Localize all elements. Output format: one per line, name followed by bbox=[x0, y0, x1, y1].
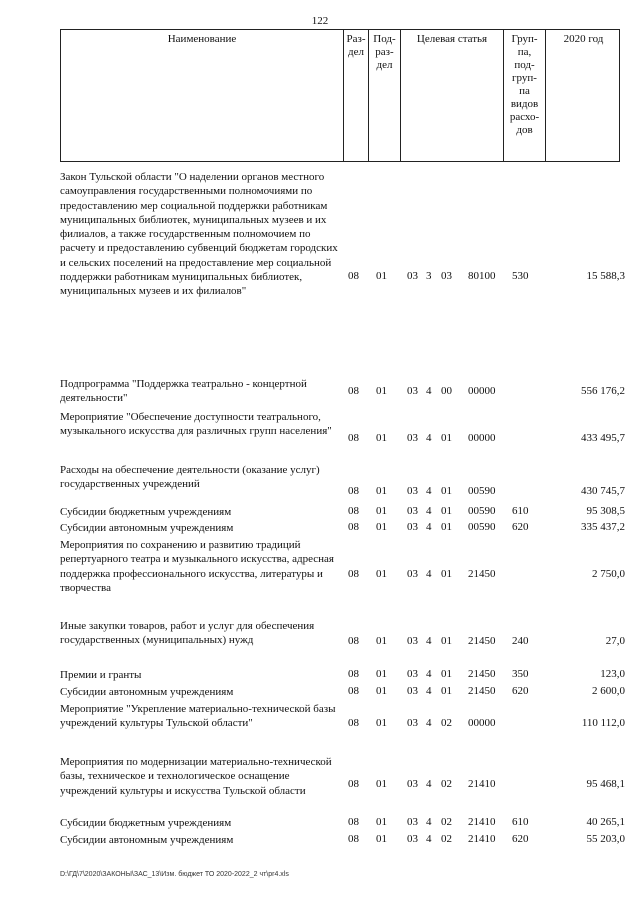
table-header bbox=[60, 29, 620, 162]
cell-c: 01 bbox=[441, 685, 452, 697]
cell-sum: 110 112,0 bbox=[581, 717, 625, 729]
cell-a: 03 bbox=[407, 505, 418, 517]
cell-c: 01 bbox=[441, 668, 452, 680]
table-row bbox=[60, 538, 625, 595]
cell-a: 03 bbox=[407, 816, 418, 828]
cell-c: 01 bbox=[441, 521, 452, 533]
cell-grp: 530 bbox=[512, 270, 529, 282]
table-row bbox=[60, 816, 625, 830]
cell-b: 4 bbox=[426, 717, 432, 729]
cell-razd: 08 bbox=[348, 270, 359, 282]
cell-pod: 01 bbox=[376, 432, 387, 444]
cell-sum: 15 588,3 bbox=[586, 270, 625, 282]
cell-pod: 01 bbox=[376, 668, 387, 680]
cell-d: 80100 bbox=[468, 270, 496, 282]
cell-pod: 01 bbox=[376, 778, 387, 790]
cell-b: 4 bbox=[426, 505, 432, 517]
cell-razd: 08 bbox=[348, 485, 359, 497]
cell-razd: 08 bbox=[348, 685, 359, 697]
cell-pod: 01 bbox=[376, 816, 387, 828]
cell-a: 03 bbox=[407, 668, 418, 680]
cell-razd: 08 bbox=[348, 778, 359, 790]
cell-d: 21450 bbox=[468, 685, 496, 697]
row-name: Мероприятие "Обеспечение доступности театрального, музыкального искусства для различных групп населения" bbox=[60, 411, 332, 438]
cell-grp: 620 bbox=[512, 521, 529, 533]
cell-pod: 01 bbox=[376, 485, 387, 497]
table-row bbox=[60, 377, 625, 406]
cell-b: 4 bbox=[426, 568, 432, 580]
cell-sum: 433 495,7 bbox=[581, 432, 625, 444]
cell-b: 4 bbox=[426, 778, 432, 790]
header-year: 2020 год bbox=[545, 30, 621, 161]
cell-sum: 95 308,5 bbox=[586, 505, 625, 517]
cell-a: 03 bbox=[407, 635, 418, 647]
cell-d: 00590 bbox=[468, 505, 496, 517]
cell-c: 00 bbox=[441, 385, 452, 397]
cell-sum: 123,0 bbox=[600, 668, 625, 680]
cell-sum: 55 203,0 bbox=[586, 833, 625, 845]
header-group: Груп- па, под- груп- па видов расхо- дов bbox=[503, 30, 545, 161]
cell-c: 01 bbox=[441, 568, 452, 580]
cell-sum: 430 745,7 bbox=[581, 485, 625, 497]
cell-sum: 40 265,1 bbox=[586, 816, 625, 828]
table-row bbox=[60, 410, 625, 444]
cell-b: 4 bbox=[426, 385, 432, 397]
table-row bbox=[60, 463, 625, 497]
cell-a: 03 bbox=[407, 568, 418, 580]
row-name: Мероприятия по модернизации материально-технической базы, техническое и технологическое оснащение учреждений культуры и искусства Тульской области bbox=[60, 756, 332, 797]
cell-c: 01 bbox=[441, 505, 452, 517]
cell-razd: 08 bbox=[348, 385, 359, 397]
table-row bbox=[60, 619, 625, 648]
cell-pod: 01 bbox=[376, 685, 387, 697]
cell-b: 4 bbox=[426, 521, 432, 533]
cell-a: 03 bbox=[407, 833, 418, 845]
row-name: Подпрограмма "Поддержка театрально - концертной деятельности" bbox=[60, 378, 307, 405]
row-name: Субсидии автономным учреждениям bbox=[60, 834, 234, 846]
cell-b: 4 bbox=[426, 816, 432, 828]
cell-a: 03 bbox=[407, 270, 418, 282]
row-name: Закон Тульской области "О наделении органов местного самоуправления государственными полномочиями по предоставлению мер социальной поддержки работникам муниципальных библиотек, муниципальных музеев и их филиалов, а также государственным полномочием по расчету и предоставлению субвенций бюджетам городских и сельских поселений на предоставление мер социальной поддержки работникам муниципальных библиотек, муниципальных музеев и их филиалов" bbox=[60, 171, 338, 298]
cell-pod: 01 bbox=[376, 717, 387, 729]
table-row bbox=[60, 702, 625, 731]
cell-c: 02 bbox=[441, 778, 452, 790]
table-row bbox=[60, 505, 625, 519]
cell-c: 02 bbox=[441, 717, 452, 729]
cell-b: 4 bbox=[426, 833, 432, 845]
file-path-footer: D:\ГД\7\2020\ЗАКОНЫ\ЗАС_13\Изм. бюджет ТО 2020-2022_2 чт\pr4.xls bbox=[60, 871, 289, 878]
page-number: 122 bbox=[311, 15, 329, 27]
table-row bbox=[60, 685, 625, 699]
cell-a: 03 bbox=[407, 521, 418, 533]
header-name: Наименование bbox=[167, 33, 237, 45]
cell-sum: 95 468,1 bbox=[586, 778, 625, 790]
cell-pod: 01 bbox=[376, 270, 387, 282]
row-name: Субсидии бюджетным учреждениям bbox=[60, 506, 232, 518]
cell-grp: 620 bbox=[512, 685, 529, 697]
row-name: Премии и гранты bbox=[60, 669, 142, 681]
cell-c: 01 bbox=[441, 635, 452, 647]
cell-d: 21450 bbox=[468, 635, 496, 647]
cell-grp: 240 bbox=[512, 635, 529, 647]
cell-d: 21410 bbox=[468, 816, 496, 828]
cell-sum: 335 437,2 bbox=[581, 521, 625, 533]
table-row bbox=[60, 755, 625, 798]
cell-d: 21410 bbox=[468, 833, 496, 845]
cell-d: 00590 bbox=[468, 485, 496, 497]
cell-razd: 08 bbox=[348, 521, 359, 533]
row-name: Субсидии автономным учреждениям bbox=[60, 686, 234, 698]
cell-d: 00000 bbox=[468, 385, 496, 397]
cell-b: 4 bbox=[426, 485, 432, 497]
cell-b: 4 bbox=[426, 635, 432, 647]
cell-d: 00000 bbox=[468, 717, 496, 729]
cell-sum: 556 176,2 bbox=[581, 385, 625, 397]
cell-d: 21410 bbox=[468, 778, 496, 790]
cell-a: 03 bbox=[407, 385, 418, 397]
cell-b: 4 bbox=[426, 432, 432, 444]
row-name: Субсидии автономным учреждениям bbox=[60, 522, 234, 534]
cell-razd: 08 bbox=[348, 635, 359, 647]
cell-d: 21450 bbox=[468, 568, 496, 580]
table-row bbox=[60, 521, 625, 535]
cell-razd: 08 bbox=[348, 668, 359, 680]
table-row bbox=[60, 833, 625, 847]
cell-grp: 620 bbox=[512, 833, 529, 845]
cell-razd: 08 bbox=[348, 833, 359, 845]
cell-pod: 01 bbox=[376, 521, 387, 533]
cell-grp: 610 bbox=[512, 505, 529, 517]
header-podrazdel: Под- раз- дел bbox=[368, 30, 400, 161]
cell-pod: 01 bbox=[376, 833, 387, 845]
cell-razd: 08 bbox=[348, 717, 359, 729]
cell-c: 01 bbox=[441, 432, 452, 444]
cell-pod: 01 bbox=[376, 505, 387, 517]
header-target: Целевая статья bbox=[400, 30, 503, 161]
row-name: Мероприятие "Укрепление материально-технической базы учреждений культуры Тульской области" bbox=[60, 703, 336, 730]
cell-grp: 350 bbox=[512, 668, 529, 680]
cell-razd: 08 bbox=[348, 816, 359, 828]
cell-c: 03 bbox=[441, 270, 452, 282]
cell-c: 01 bbox=[441, 485, 452, 497]
cell-c: 02 bbox=[441, 833, 452, 845]
cell-grp: 610 bbox=[512, 816, 529, 828]
cell-sum: 2 600,0 bbox=[592, 685, 625, 697]
cell-b: 4 bbox=[426, 668, 432, 680]
cell-pod: 01 bbox=[376, 568, 387, 580]
cell-razd: 08 bbox=[348, 432, 359, 444]
cell-c: 02 bbox=[441, 816, 452, 828]
cell-pod: 01 bbox=[376, 385, 387, 397]
cell-d: 21450 bbox=[468, 668, 496, 680]
cell-d: 00000 bbox=[468, 432, 496, 444]
cell-pod: 01 bbox=[376, 635, 387, 647]
cell-a: 03 bbox=[407, 685, 418, 697]
row-name: Иные закупки товаров, работ и услуг для обеспечения государственных (муниципальных) нужд bbox=[60, 620, 315, 647]
table-row bbox=[60, 668, 625, 682]
cell-razd: 08 bbox=[348, 505, 359, 517]
cell-a: 03 bbox=[407, 778, 418, 790]
cell-d: 00590 bbox=[468, 521, 496, 533]
row-name: Субсидии бюджетным учреждениям bbox=[60, 817, 232, 829]
cell-b: 4 bbox=[426, 685, 432, 697]
cell-sum: 27,0 bbox=[605, 635, 625, 647]
header-razdel: Раз- дел bbox=[343, 30, 368, 161]
cell-a: 03 bbox=[407, 432, 418, 444]
row-name: Мероприятия по сохранению и развитию традиций репертуарного театра и музыкального искусства, адресная поддержка профессионального искусства, литературы и творчества bbox=[60, 539, 334, 594]
cell-a: 03 bbox=[407, 717, 418, 729]
row-name: Расходы на обеспечение деятельности (оказание услуг) государственных учреждений bbox=[60, 464, 320, 491]
cell-sum: 2 750,0 bbox=[592, 568, 625, 580]
cell-a: 03 bbox=[407, 485, 418, 497]
cell-b: 3 bbox=[426, 270, 432, 282]
cell-razd: 08 bbox=[348, 568, 359, 580]
table-row bbox=[60, 170, 625, 299]
